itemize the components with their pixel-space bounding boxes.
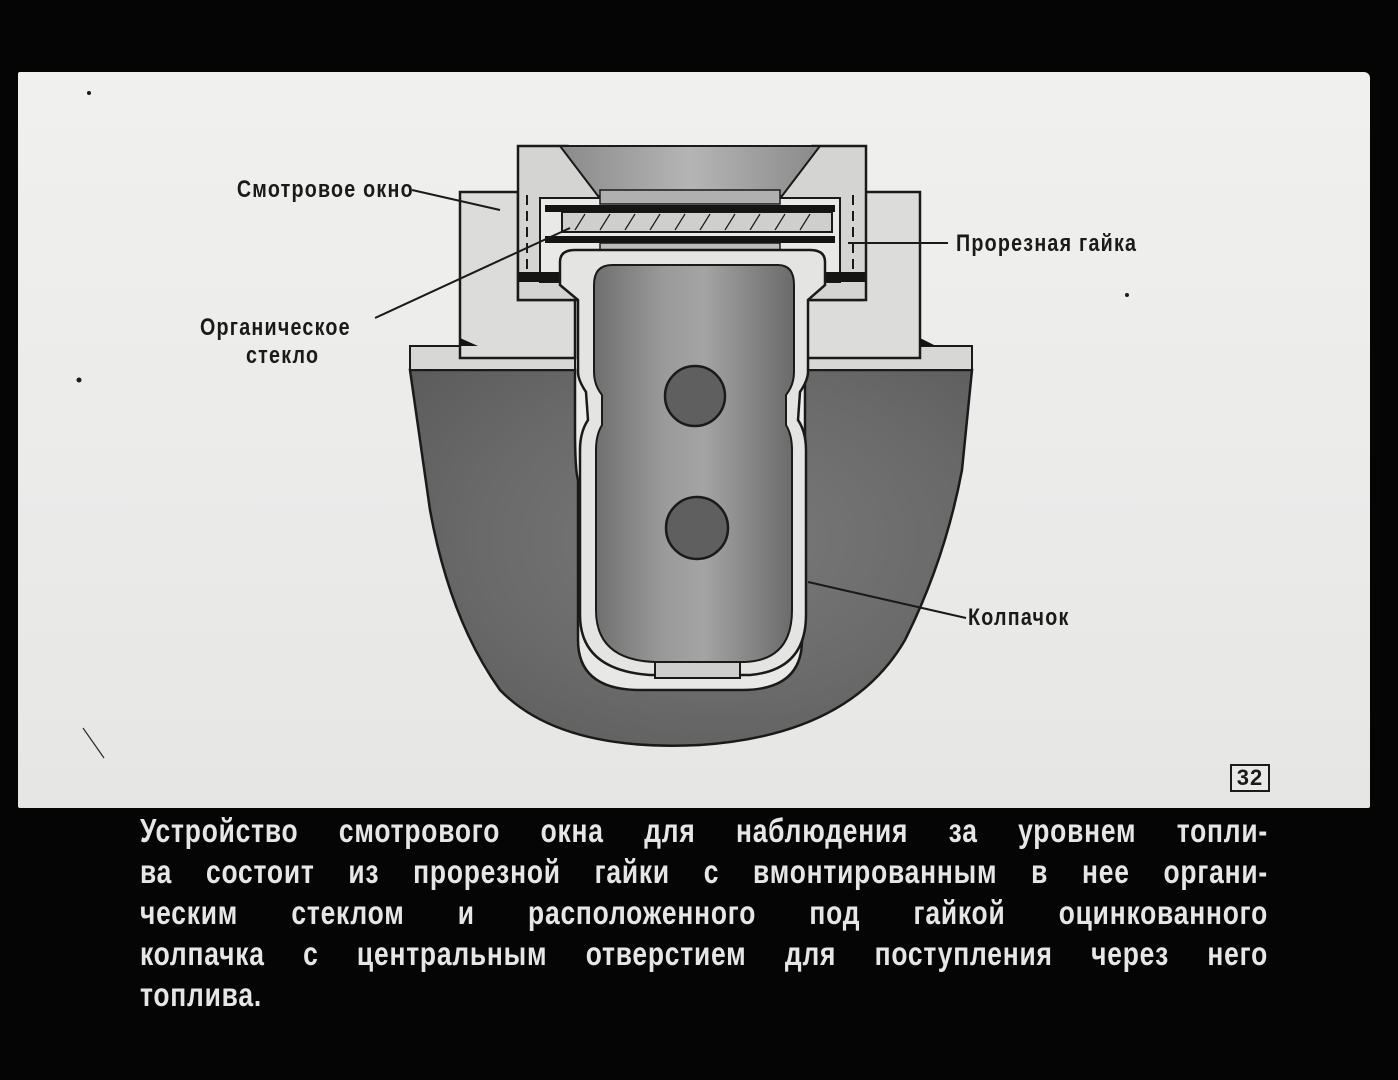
label-organic-glass-1: Органическое bbox=[200, 314, 351, 341]
speck bbox=[87, 91, 91, 95]
label-cap: Колпачок bbox=[968, 604, 1070, 631]
cap-inner bbox=[594, 265, 794, 662]
funnel-neck bbox=[600, 190, 780, 204]
cap-bottom-hole bbox=[655, 662, 740, 678]
caption-line: ческим стеклом и расположенного под гайкой оцинкованного bbox=[140, 894, 1268, 931]
slide-number-badge: 32 bbox=[1230, 764, 1270, 792]
caption-line: ва состоит из прорезной гайки с вмонтированным в нее органи- bbox=[140, 853, 1268, 890]
seal-right bbox=[920, 338, 936, 346]
cap-hole-upper bbox=[665, 366, 725, 426]
caption bbox=[140, 810, 1268, 1015]
caption-line: Устройство смотрового окна для наблюдения за уровнем топли- bbox=[140, 812, 1268, 849]
gasket-top bbox=[545, 205, 835, 212]
label-slotted-nut: Прорезная гайка bbox=[956, 230, 1138, 257]
speck bbox=[77, 378, 82, 383]
funnel bbox=[560, 146, 820, 196]
caption-line: колпачка с центральным отверстием для поступления через него bbox=[140, 935, 1268, 972]
gasket-mid bbox=[545, 236, 835, 243]
speck bbox=[1125, 293, 1129, 297]
caption-line: топлива. bbox=[140, 976, 262, 1013]
cap-hole-lower bbox=[666, 497, 728, 559]
organic-glass bbox=[562, 212, 832, 232]
label-viewing-window: Смотровое окно bbox=[236, 176, 414, 203]
scratch bbox=[83, 728, 104, 758]
label-organic-glass-2: стекло bbox=[246, 342, 320, 369]
